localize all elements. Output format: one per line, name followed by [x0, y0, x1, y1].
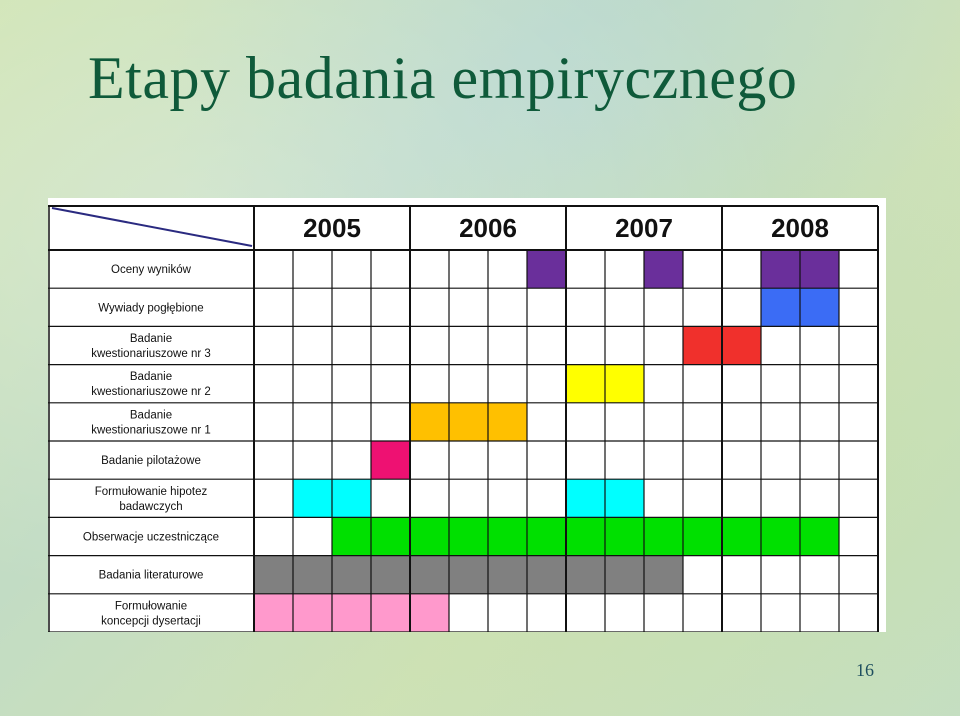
gantt-cell	[644, 556, 683, 594]
row-label: Badanie	[129, 333, 173, 345]
gantt-cell	[605, 365, 644, 403]
gantt-cell	[449, 556, 488, 594]
year-label: 2005	[303, 213, 361, 243]
gantt-cell	[800, 288, 839, 326]
row-label: Badanie pilotażowe	[101, 455, 201, 468]
row-label: Wywiady pogłębione	[98, 302, 204, 315]
gantt-cell	[410, 556, 449, 594]
year-label: 2007	[615, 213, 673, 243]
gantt-cell	[605, 556, 644, 594]
gantt-cell	[566, 556, 605, 594]
gantt-cell	[332, 479, 371, 517]
row-label: koncepcji dysertacji	[101, 615, 201, 628]
gantt-cell	[683, 326, 722, 364]
gantt-cell	[761, 288, 800, 326]
gantt-cell	[332, 556, 371, 594]
row-label: Formułowanie hipotez	[94, 485, 208, 498]
gantt-cell	[566, 479, 605, 517]
row-label: kwestionariuszowe nr 3	[91, 348, 211, 360]
gantt-cell	[527, 250, 566, 288]
gantt-cell	[605, 517, 644, 555]
gantt-cell	[566, 517, 605, 555]
gantt-svg	[48, 198, 886, 632]
gantt-cell	[488, 403, 527, 441]
row-label: Badanie	[129, 371, 173, 384]
gantt-cell	[722, 326, 761, 364]
gantt-cell	[644, 250, 683, 288]
gantt-cell	[371, 441, 410, 479]
gantt-cell	[254, 556, 293, 594]
gantt-cell	[332, 594, 371, 632]
row-label: Oceny wyników	[111, 264, 191, 277]
gantt-cell	[254, 594, 293, 632]
gantt-cell	[722, 517, 761, 555]
gantt-cell	[371, 594, 410, 632]
gantt-cell	[566, 365, 605, 403]
gantt-cell	[293, 479, 332, 517]
row-label: Formułowanie	[114, 600, 188, 613]
gantt-cell	[410, 403, 449, 441]
row-label: Badanie	[129, 409, 173, 422]
gantt-cell	[488, 517, 527, 555]
gantt-cell	[761, 250, 800, 288]
slide-number: 16	[856, 660, 874, 680]
gantt-cell	[644, 517, 683, 555]
gantt-cell	[800, 250, 839, 288]
gantt-cell	[332, 517, 371, 555]
gantt-cell	[449, 403, 488, 441]
year-label: 2008	[771, 213, 829, 243]
gantt-cell	[488, 556, 527, 594]
gantt-cell	[800, 517, 839, 555]
row-label: badawczych	[119, 500, 183, 513]
gantt-cell	[293, 556, 332, 594]
header-diagonal	[52, 208, 252, 246]
slide-title: Etapy badania empirycznego	[88, 45, 798, 111]
gantt-cell	[761, 517, 800, 555]
gantt-cell	[449, 517, 488, 555]
year-label: 2006	[459, 213, 517, 243]
gantt-table	[48, 198, 886, 632]
gantt-cell	[410, 517, 449, 555]
gantt-cell	[527, 556, 566, 594]
gantt-cell	[371, 517, 410, 555]
gantt-cell	[410, 594, 449, 632]
row-label: Badania literaturowe	[98, 569, 204, 582]
row-label: kwestionariuszowe nr 2	[91, 386, 211, 399]
gantt-cell	[527, 517, 566, 555]
row-label: Obserwacje uczestniczące	[82, 531, 220, 544]
row-label: kwestionariuszowe nr 1	[91, 424, 211, 437]
gantt-cell	[683, 517, 722, 555]
gantt-cell	[293, 594, 332, 632]
gantt-cell	[605, 479, 644, 517]
gantt-cell	[371, 556, 410, 594]
